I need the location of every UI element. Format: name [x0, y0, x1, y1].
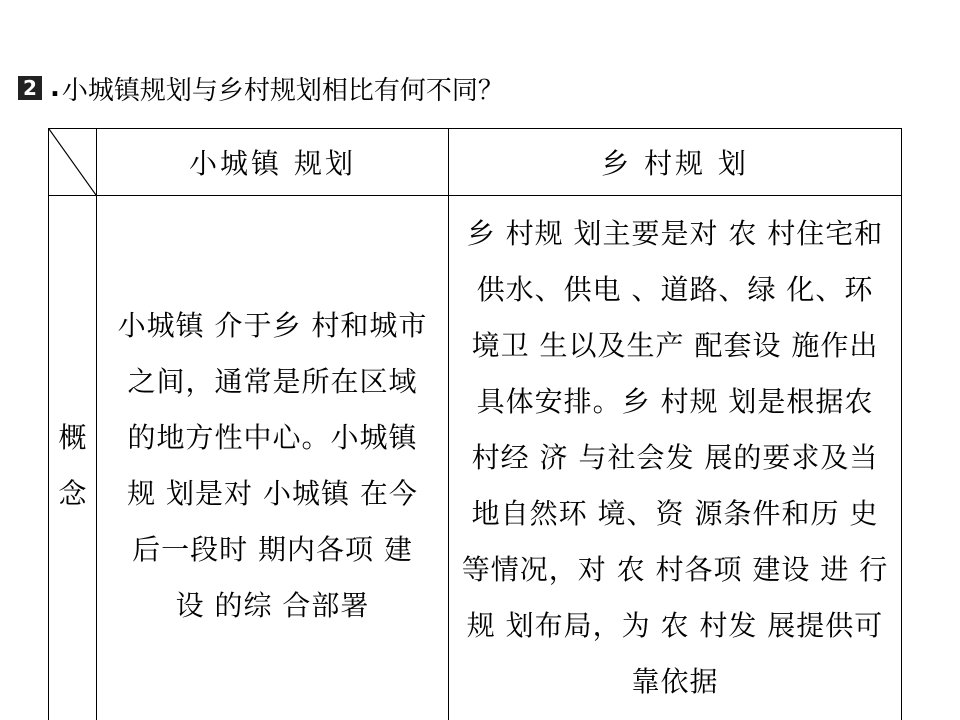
town-concept-line: 后一段时 期内各项 建	[132, 533, 413, 566]
diagonal-corner-cell	[49, 129, 97, 196]
table-header-row	[49, 129, 902, 196]
village-concept-line: 村经 济 与社会发 展的要求及当	[471, 441, 879, 474]
row-label-char: 念	[58, 477, 87, 510]
table-row-concept	[49, 196, 902, 720]
town-concept-line: 的地方性中心。小城镇	[127, 421, 418, 454]
header-town-planning: 小城镇 规划	[97, 129, 449, 196]
village-concept-line: 规 划布局，为 农 村发 展提供可	[466, 609, 884, 642]
town-concept-cell	[97, 196, 449, 720]
town-concept-line: 小城镇 介于乡 村和城市	[117, 309, 428, 342]
diagonal-line	[49, 129, 96, 195]
comparison-table	[48, 128, 902, 720]
question-number-badge: 2	[18, 76, 42, 100]
village-concept-line: 具体安排。乡 村规 划是根据农	[476, 385, 874, 418]
town-concept-line: 之间，通常是所在区域	[127, 365, 418, 398]
village-concept-line: 靠依据	[631, 665, 719, 698]
town-concept-line: 规 划是对 小城镇 在今	[127, 477, 418, 510]
question-heading	[18, 68, 504, 108]
header-village-planning: 乡 村规 划	[449, 129, 902, 196]
village-concept-line: 供水、供电 、道路、绿 化、环	[476, 273, 874, 306]
village-concept-line: 等情况，对 农 村各项 建设 进 行	[461, 553, 889, 586]
row-label-concept	[49, 196, 97, 720]
village-concept-line: 地自然环 境、资 源条件和历 史	[471, 497, 879, 530]
row-label-char: 概	[58, 421, 87, 454]
village-concept-line: 境卫 生以及生产 配套设 施作出	[471, 329, 879, 362]
town-concept-line: 设 的综 合部署	[175, 589, 370, 622]
village-concept-line: 乡 村规 划主要是对 农 村住宅和	[466, 217, 884, 250]
question-dot: .	[50, 73, 60, 103]
village-concept-cell	[449, 196, 902, 720]
question-text: 小城镇规划与乡村规划相比有何不同？	[61, 75, 504, 106]
